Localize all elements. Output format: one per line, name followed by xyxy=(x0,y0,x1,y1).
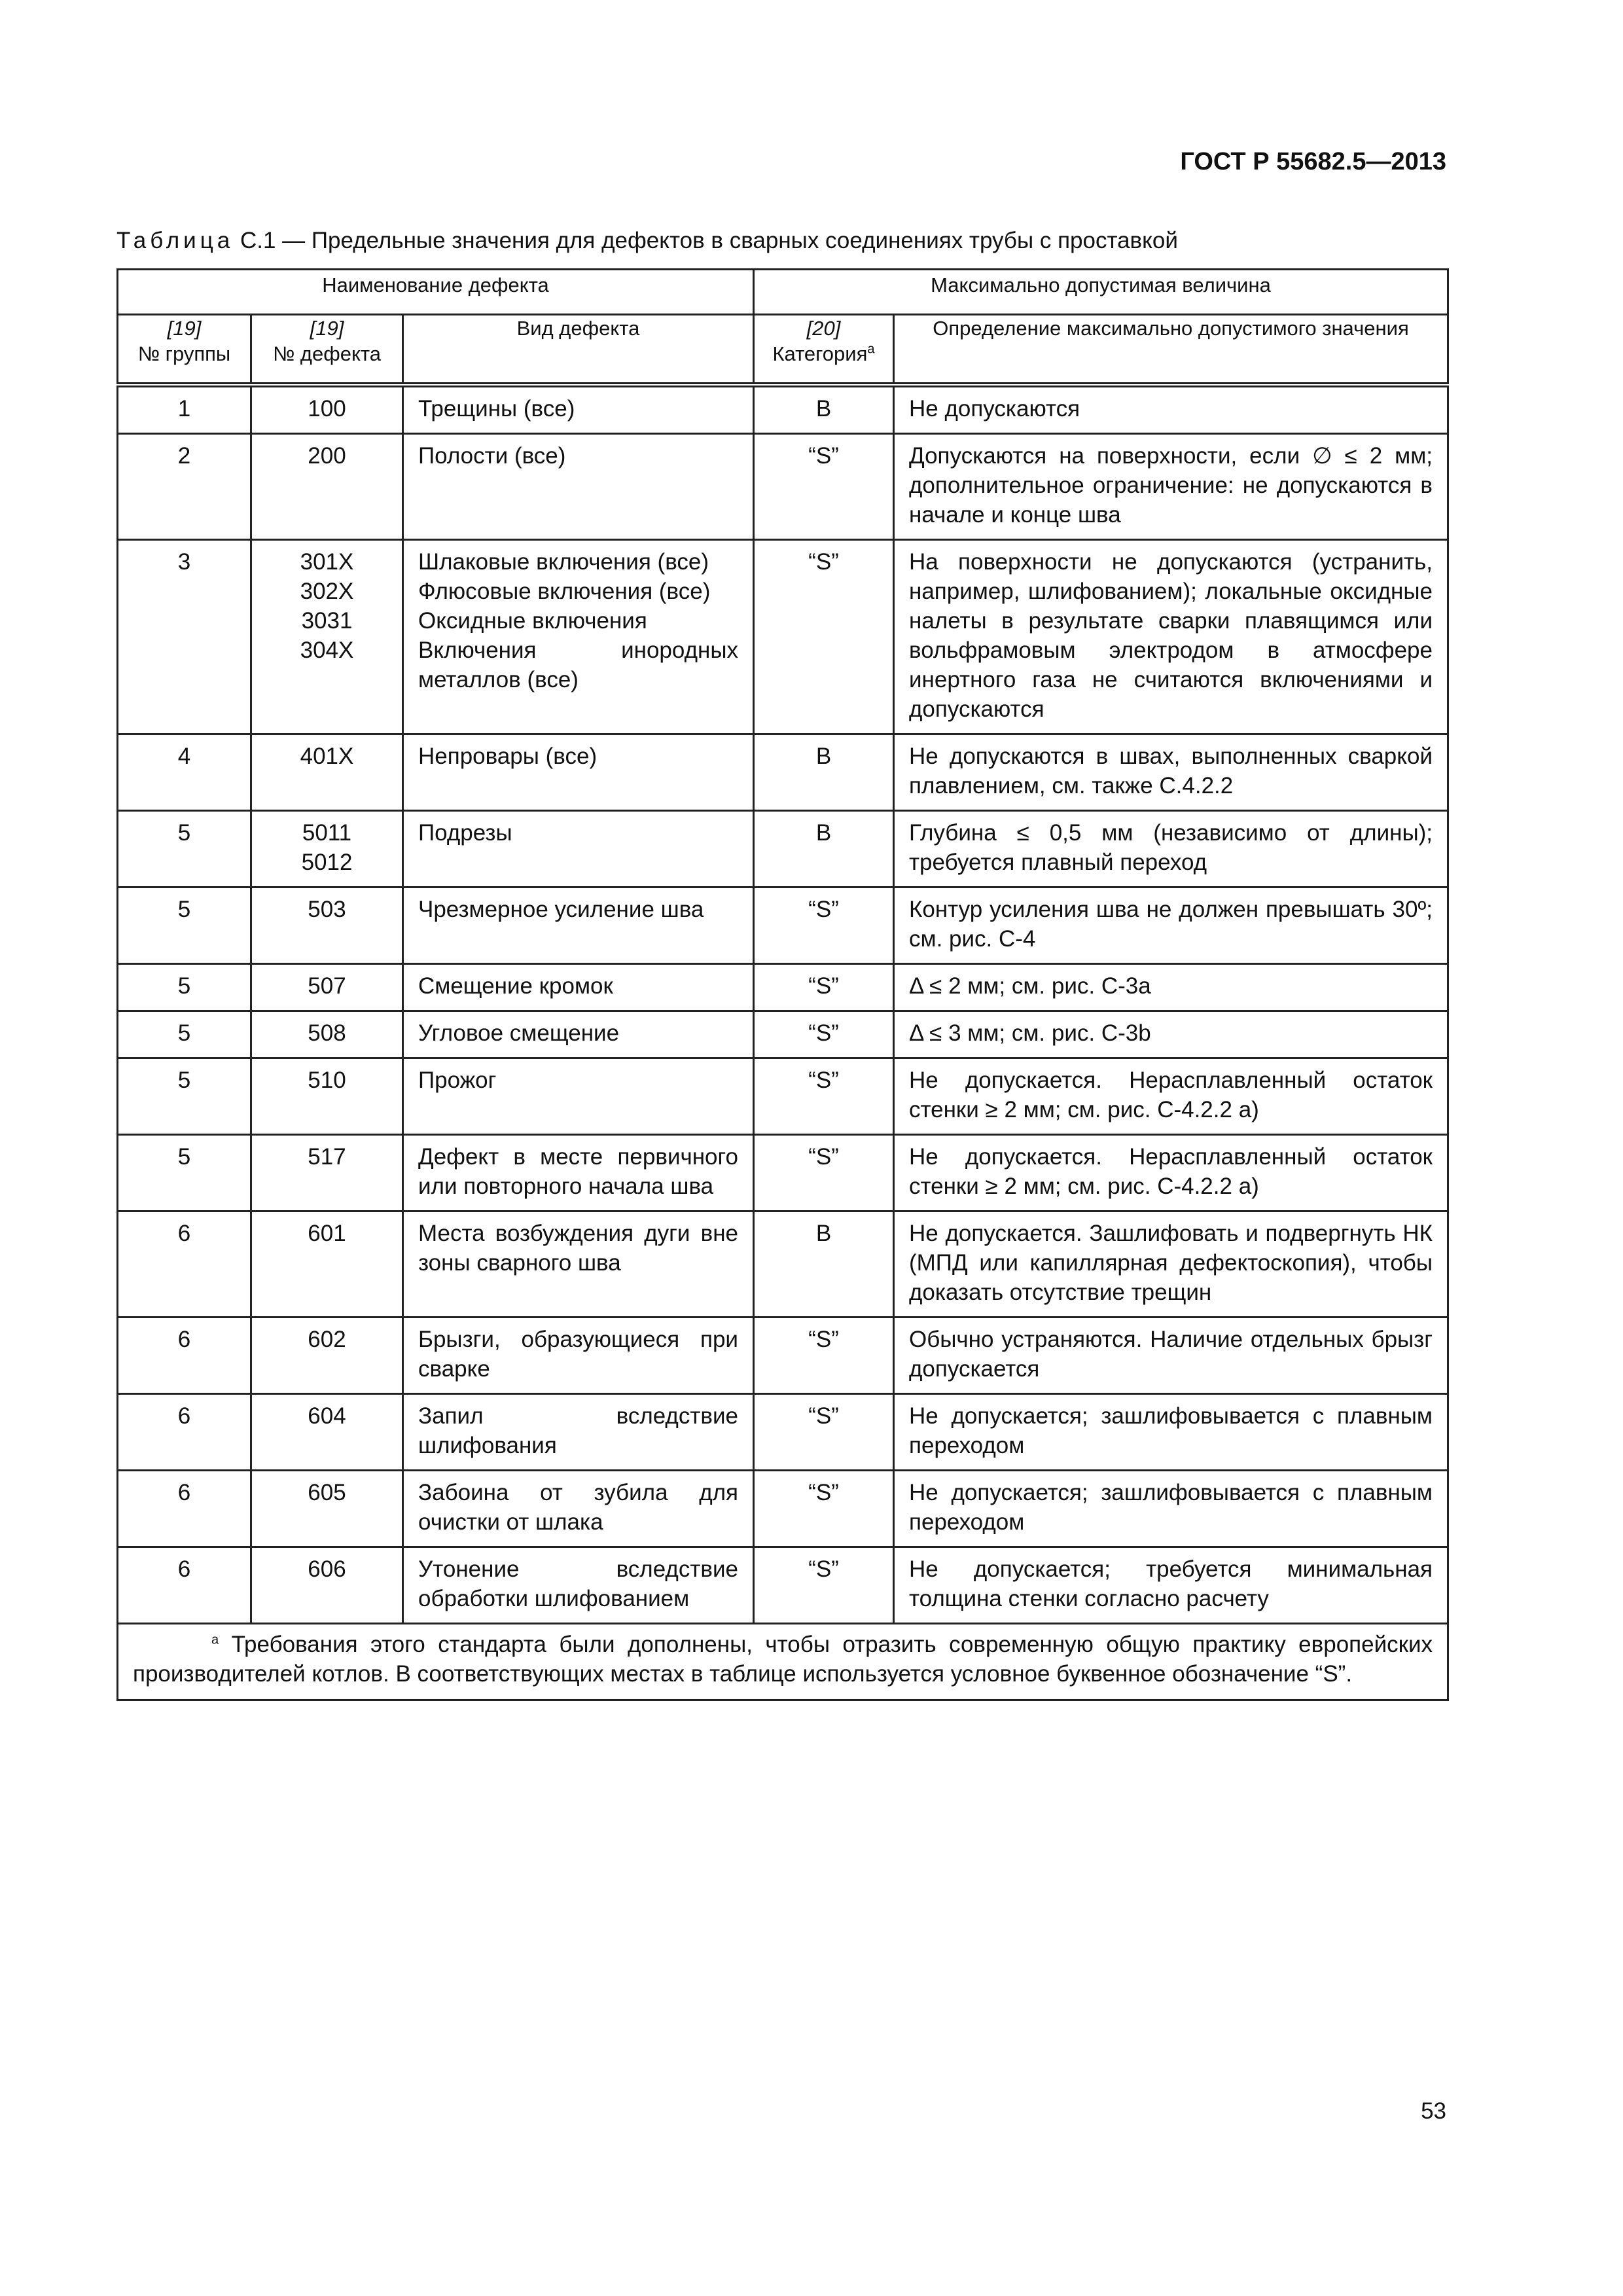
defect-code: 301X xyxy=(300,549,354,575)
caption-text: С.1 — Предельные значения для дефектов в сварных соединениях трубы с проставкой xyxy=(240,228,1178,253)
cell-definition: Не допускается. Нерасплавленный остаток стенки ≥ 2 мм; см. рис. С-4.2.2 а) xyxy=(894,1135,1448,1211)
caption-prefix: Таблица xyxy=(116,228,234,253)
table-caption xyxy=(116,228,1178,254)
defect-code: 304X xyxy=(300,637,354,663)
table-row xyxy=(118,1135,1448,1211)
cell-group-no: 4 xyxy=(118,734,251,811)
page-number: 53 xyxy=(1421,2098,1446,2124)
defect-code: 503 xyxy=(308,897,346,922)
table-column-header-row xyxy=(118,315,1448,386)
footnote-text: Требования этого стандарта были дополнены, чтобы отразить современную общую практику европейских производителей котлов. В соответствующих местах в таблице используется условное буквенное обозначение “S”. xyxy=(133,1632,1433,1687)
defect-code: 5011 xyxy=(302,820,352,846)
defect-code: 601 xyxy=(308,1221,346,1246)
defect-code: 604 xyxy=(308,1403,346,1429)
defect-code: 200 xyxy=(308,443,346,469)
cell-definition: Не допускаются xyxy=(894,385,1448,434)
cell-group-no: 6 xyxy=(118,1394,251,1471)
table-row xyxy=(118,888,1448,964)
cell-group-no: 6 xyxy=(118,1547,251,1624)
table-row xyxy=(118,1547,1448,1624)
cell-defect-type: Непровары (все) xyxy=(403,734,754,811)
footnote-row xyxy=(118,1624,1448,1700)
table-row xyxy=(118,811,1448,888)
header-category-ref: [20] xyxy=(806,317,841,340)
cell-category: B xyxy=(754,385,894,434)
cell-defect-type: Подрезы xyxy=(403,811,754,888)
defect-code: 3031 xyxy=(301,608,353,634)
table-row xyxy=(118,964,1448,1011)
header-defect-no xyxy=(251,315,403,386)
cell-group-no: 2 xyxy=(118,434,251,540)
cell-defect-type xyxy=(403,540,754,734)
defect-code: 605 xyxy=(308,1480,346,1505)
header-group-no xyxy=(118,315,251,386)
cell-defect-codes xyxy=(251,1394,403,1471)
footnote-note-marker: а xyxy=(211,1632,219,1647)
header-definition: Определение максимально допустимого значения xyxy=(894,315,1448,386)
cell-defect-type: Места возбуждения дуги вне зоны сварного шва xyxy=(403,1211,754,1318)
cell-category: “S” xyxy=(754,1135,894,1211)
cell-category: “S” xyxy=(754,1318,894,1394)
cell-definition: Не допускается. Зашлифовать и подвергнуть НК (МПД или капиллярная дефектоскопия), чтобы доказать отсутствие трещин xyxy=(894,1211,1448,1318)
cell-defect-codes xyxy=(251,385,403,434)
cell-group-no: 6 xyxy=(118,1211,251,1318)
cell-definition: Контур усиления шва не должен превышать 30º; см. рис. С-4 xyxy=(894,888,1448,964)
header-defect-label: № дефекта xyxy=(273,342,381,365)
cell-group-no: 5 xyxy=(118,1058,251,1135)
defect-type-line: Оксидные включения xyxy=(418,608,647,634)
table-row xyxy=(118,385,1448,434)
cell-defect-codes xyxy=(251,1211,403,1318)
cell-category: “S” xyxy=(754,1011,894,1058)
footnote-marker: а xyxy=(867,342,875,357)
cell-category: B xyxy=(754,1211,894,1318)
table-row xyxy=(118,434,1448,540)
cell-defect-codes xyxy=(251,964,403,1011)
cell-category: “S” xyxy=(754,964,894,1011)
table-row xyxy=(118,1318,1448,1394)
defect-code: 602 xyxy=(308,1327,346,1352)
cell-defect-codes xyxy=(251,1547,403,1624)
cell-group-no: 3 xyxy=(118,540,251,734)
defect-code: 5012 xyxy=(301,850,353,875)
cell-defect-codes xyxy=(251,734,403,811)
cell-definition: Не допускается. Нерасплавленный остаток стенки ≥ 2 мм; см. рис. С-4.2.2 а) xyxy=(894,1058,1448,1135)
cell-defect-type: Дефект в месте первичного или повторного начала шва xyxy=(403,1135,754,1211)
cell-defect-codes xyxy=(251,1011,403,1058)
header-category xyxy=(754,315,894,386)
cell-category: “S” xyxy=(754,888,894,964)
cell-defect-type: Забоина от зубила для очистки от шлака xyxy=(403,1471,754,1547)
cell-group-no: 6 xyxy=(118,1318,251,1394)
cell-category: B xyxy=(754,734,894,811)
defect-code: 100 xyxy=(308,396,346,422)
cell-category: “S” xyxy=(754,1058,894,1135)
cell-definition: Не допускаются в швах, выполненных сваркой плавлением, см. также С.4.2.2 xyxy=(894,734,1448,811)
cell-group-no: 5 xyxy=(118,888,251,964)
cell-category: “S” xyxy=(754,434,894,540)
defect-type-line: Включения инородных металлов (все) xyxy=(418,637,738,692)
cell-group-no: 5 xyxy=(118,811,251,888)
defect-code: 606 xyxy=(308,1556,346,1582)
cell-defect-codes xyxy=(251,434,403,540)
defect-code: 510 xyxy=(308,1067,346,1093)
header-category-label: Категория$^а$ xyxy=(772,342,875,365)
cell-defect-type: Угловое смещение xyxy=(403,1011,754,1058)
document-id-header: ГОСТ Р 55682.5—2013 xyxy=(1180,148,1446,175)
cell-defect-type: Брызги, образующиеся при сварке xyxy=(403,1318,754,1394)
defect-type-line: Флюсовые включения (все) xyxy=(418,579,711,604)
cell-definition: Δ ≤ 3 мм; см. рис. С-3b xyxy=(894,1011,1448,1058)
cell-defect-type: Трещины (все) xyxy=(403,385,754,434)
cell-definition: Обычно устраняются. Наличие отдельных брызг допускается xyxy=(894,1318,1448,1394)
table-row xyxy=(118,1058,1448,1135)
cell-defect-type: Чрезмерное усиление шва xyxy=(403,888,754,964)
header-defect-ref: [19] xyxy=(310,317,344,340)
cell-group-no: 5 xyxy=(118,964,251,1011)
cell-category: “S” xyxy=(754,1394,894,1471)
cell-defect-type: Смещение кромок xyxy=(403,964,754,1011)
defect-code: 507 xyxy=(308,973,346,999)
cell-category: “S” xyxy=(754,1547,894,1624)
table-group-header-row xyxy=(118,270,1448,315)
cell-group-no: 5 xyxy=(118,1011,251,1058)
header-defect-type: Вид дефекта xyxy=(403,315,754,386)
defect-code: 302X xyxy=(300,579,354,604)
header-max-value: Максимально допустимая величина xyxy=(754,270,1448,315)
table-footnote xyxy=(118,1624,1448,1700)
table-row xyxy=(118,1011,1448,1058)
header-group-ref: [19] xyxy=(167,317,202,340)
cell-category: B xyxy=(754,811,894,888)
cell-definition: Глубина ≤ 0,5 мм (независимо от длины); требуется плавный переход xyxy=(894,811,1448,888)
header-group-label: № группы xyxy=(137,342,231,365)
cell-defect-type: Полости (все) xyxy=(403,434,754,540)
defect-code: 401X xyxy=(300,744,354,769)
cell-defect-codes xyxy=(251,1135,403,1211)
cell-defect-type: Прожог xyxy=(403,1058,754,1135)
cell-definition: Не допускается; зашлифовывается с плавным переходом xyxy=(894,1471,1448,1547)
cell-defect-codes xyxy=(251,811,403,888)
cell-group-no: 5 xyxy=(118,1135,251,1211)
table-body xyxy=(118,385,1448,1624)
cell-definition: На поверхности не допускаются (устранить, например, шлифованием); локальные оксидные налеты в результате сварки плавящимся или вольфрамовым электродом в атмосфере инертного газа не считаются включениями и допускаются xyxy=(894,540,1448,734)
cell-definition: Не допускается; зашлифовывается с плавным переходом xyxy=(894,1394,1448,1471)
cell-group-no: 1 xyxy=(118,385,251,434)
cell-definition: Допускаются на поверхности, если ∅ ≤ 2 мм; дополнительное ограничение: не допускаются в начале и конце шва xyxy=(894,434,1448,540)
cell-definition: Δ ≤ 2 мм; см. рис. С-3а xyxy=(894,964,1448,1011)
defect-type-line: Шлаковые включения (все) xyxy=(418,549,709,575)
defect-code: 517 xyxy=(308,1144,346,1170)
defects-table xyxy=(116,268,1449,1701)
cell-defect-type: Запил вследствие шлифования xyxy=(403,1394,754,1471)
cell-definition: Не допускается; требуется минимальная толщина стенки согласно расчету xyxy=(894,1547,1448,1624)
table-row xyxy=(118,734,1448,811)
cell-defect-codes xyxy=(251,1058,403,1135)
cell-category: “S” xyxy=(754,1471,894,1547)
cell-defect-codes xyxy=(251,1471,403,1547)
defect-code: 508 xyxy=(308,1020,346,1046)
cell-defect-type: Утонение вследствие обработки шлифованием xyxy=(403,1547,754,1624)
table-row xyxy=(118,1211,1448,1318)
cell-defect-codes xyxy=(251,540,403,734)
table-row xyxy=(118,540,1448,734)
table-row xyxy=(118,1394,1448,1471)
header-defect-name: Наименование дефекта xyxy=(118,270,754,315)
cell-category: “S” xyxy=(754,540,894,734)
table-row xyxy=(118,1471,1448,1547)
cell-defect-codes xyxy=(251,888,403,964)
cell-group-no: 6 xyxy=(118,1471,251,1547)
cell-defect-codes xyxy=(251,1318,403,1394)
